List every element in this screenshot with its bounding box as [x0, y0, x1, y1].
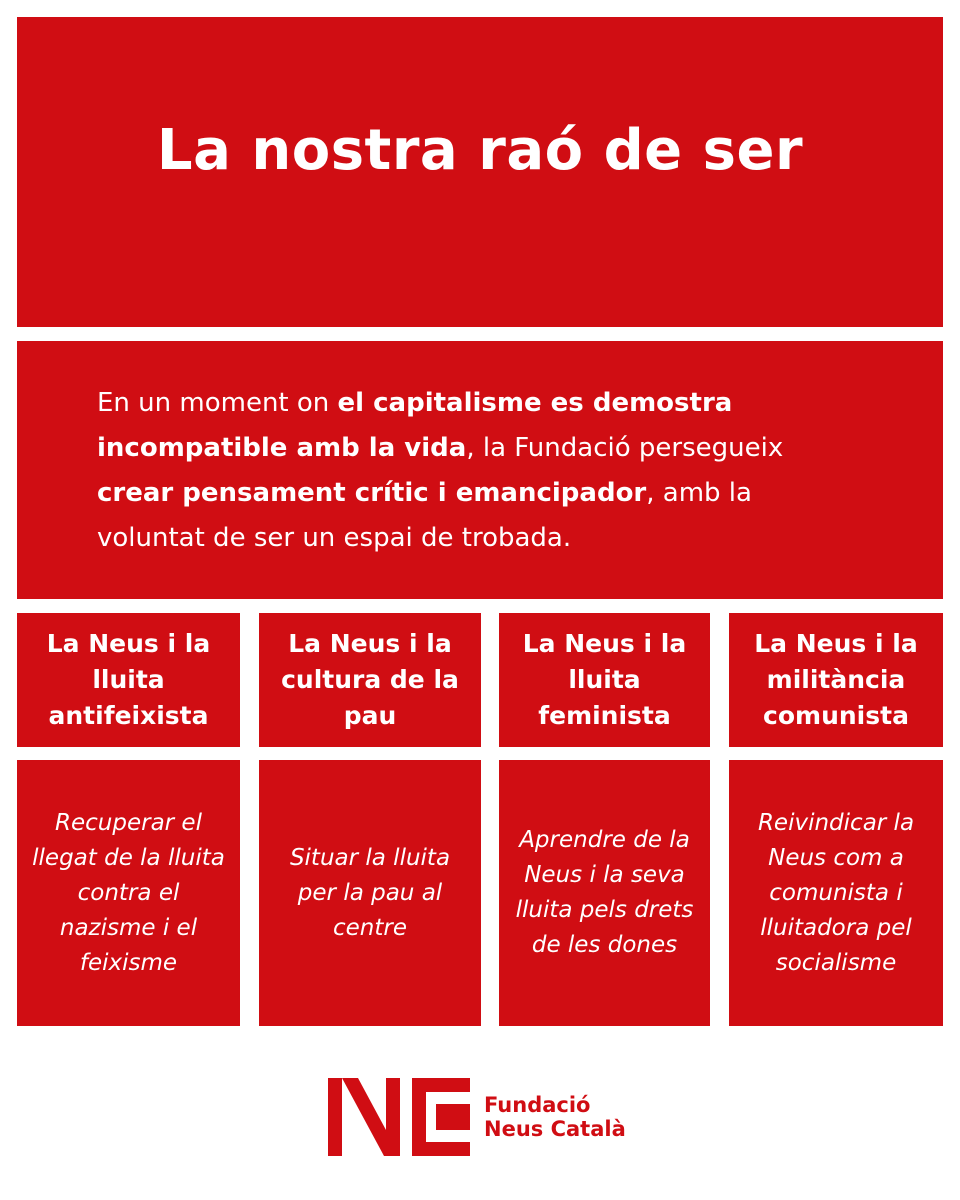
pillar-description-box-1 [17, 760, 240, 1026]
pillar-heading-3: La Neus i la lluita feminista [522, 629, 687, 730]
logo-line-2: Neus Català [484, 1117, 626, 1141]
intro-text-3: , amb la voluntat de ser un espai de trobada. [97, 478, 752, 553]
pillar-heading-box-1 [17, 613, 240, 747]
pillar-heading-1: La Neus i la lluita antifeixista [46, 629, 211, 730]
pillar-description-1: Recuperar el llegat de la lluita contra el nazisme i el feixisme [32, 809, 225, 976]
title-panel [17, 17, 943, 327]
intro-bold-1: el capitalisme es demostra incompatible amb la vida [97, 388, 733, 463]
nc-monogram-icon [328, 1078, 470, 1156]
intro-text-1: En un moment on [97, 388, 338, 418]
pillar-heading-2: La Neus i la cultura de la pau [281, 629, 459, 730]
pillar-heading-box-3 [499, 613, 710, 747]
intro-text-2: , la Fundació persegueix [466, 433, 784, 463]
pillar-description-3: Aprendre de la Neus i la seva lluita pels drets de les dones [515, 827, 694, 958]
pillar-heading-4: La Neus i la militància comunista [754, 629, 918, 730]
logo-wordmark [484, 1093, 626, 1141]
foundation-logo [328, 1078, 638, 1156]
pillar-description-4: Reivindicar la Neus com a comunista i lluitadora pel socialisme [757, 809, 915, 976]
page-title: La nostra raó de ser [156, 117, 804, 183]
pillar-description-box-4 [729, 760, 943, 1026]
logo-line-1: Fundació [484, 1093, 591, 1117]
intro-bold-2: crear pensament crític i emancipador [97, 478, 647, 508]
pillar-heading-box-2 [259, 613, 481, 747]
intro-panel [17, 341, 943, 599]
pillar-heading-box-4 [729, 613, 943, 747]
pillar-description-box-2 [259, 760, 481, 1026]
pillar-description-box-3 [499, 760, 710, 1026]
pillar-description-2: Situar la lluita per la pau al centre [289, 844, 451, 941]
intro-paragraph [97, 381, 863, 561]
